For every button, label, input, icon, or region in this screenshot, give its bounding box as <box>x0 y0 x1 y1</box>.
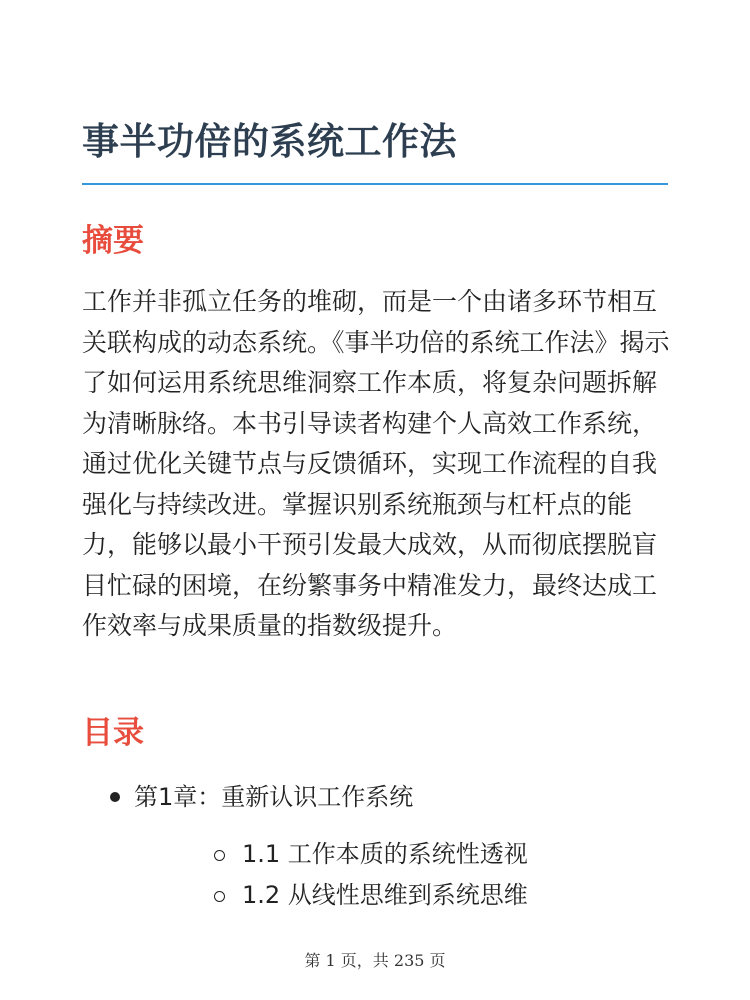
toc-heading: 目录 <box>82 715 144 751</box>
document-page <box>82 0 668 1000</box>
toc-section-label: 1.1 工作本质的系统性透视 <box>242 840 528 868</box>
bullet-circle-icon <box>214 850 225 861</box>
bullet-disc-icon <box>110 792 120 802</box>
page-number-footer: 第 1 页，共 235 页 <box>304 951 446 970</box>
table-of-contents <box>82 778 668 916</box>
toc-chapter-1 <box>82 778 668 916</box>
abstract-heading: 摘要 <box>82 223 144 259</box>
toc-section-1-1 <box>134 834 668 875</box>
abstract-paragraph: 工作并非孤立任务的堆砌，而是一个由诸多环节相互关联构成的动态系统。《事半功倍的系统工作法》揭示了如何运用系统思维洞察工作本质，将复杂问题拆解为清晰脉络。本书引导读者构建个人高效工作系统，通过优化关键节点与反馈循环，实现工作流程的自我强化与持续改进。掌握识别系统瓶颈与杠杆点的能力，能够以最小干预引发最大成效，从而彻底摆脱盲目忙碌的困境，在纷繁事务中精准发力，最终达成工作效率与成果质量的指数级提升。 <box>82 287 670 640</box>
toc-chapter-1-sections <box>134 834 668 916</box>
toc-chapter-label: 第1章：重新认识工作系统 <box>134 783 414 811</box>
toc-section-label: 1.2 从线性思维到系统思维 <box>242 881 528 909</box>
bullet-circle-icon <box>214 891 225 902</box>
document-title: 事半功倍的系统工作法 <box>82 120 457 163</box>
toc-section-1-2 <box>134 875 668 916</box>
title-divider <box>82 183 668 185</box>
